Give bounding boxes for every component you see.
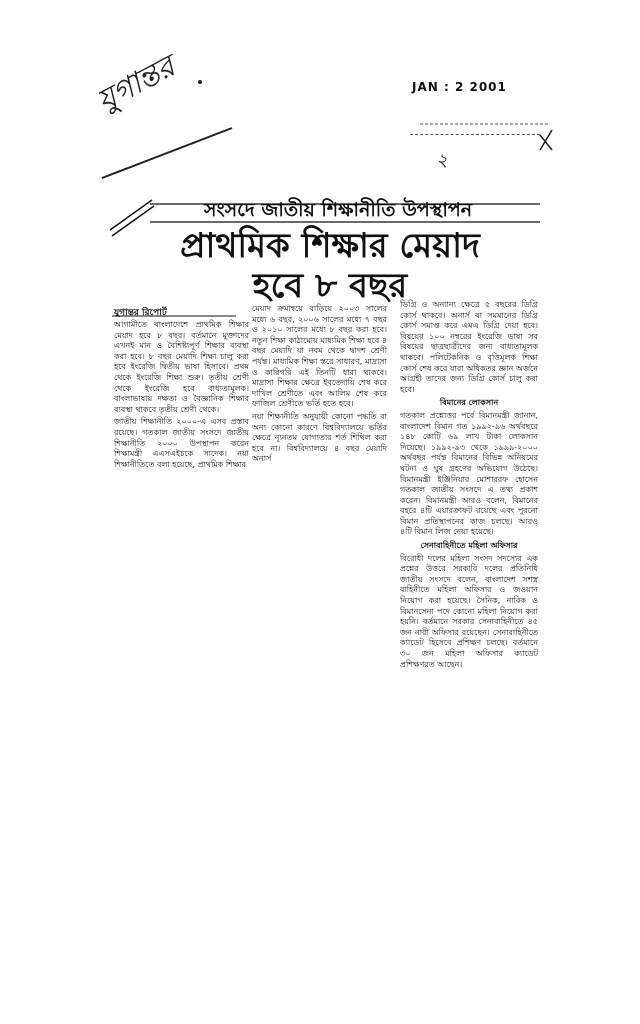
paragraph: মেয়াদ ক্রমান্বয়ে বাড়িয়ে ২০০৩ সালের মধ্যে ৬ বছর, ২০০৬ সালের মধ্যে ৭ বছর ও ২০১০ সালের মধ্যে ৮ বছর করা হবে। নতুন শিক্ষা কাঠামোয় মাধ্যমিক শিক্ষা হবে ৪ বছর মেয়াদি যা নবম থেকে দ্বাদশ শ্রেণী পর্যন্ত। মাধ্যমিক শিক্ষা স্তরে সাধারণ, মাদ্রাসা ও কারিগরি এই তিনটি ধারা থাকবে। মাদ্রাসা শিক্ষার ক্ষেত্রে ইবতেদায়ি শেষ করে দাখিল শ্রেণীতে এবং আলিম শেষ করে ফাজিল শ্রেণীতে ভর্তি হতে হবে। (252, 304, 387, 409)
byline: যুগান্তর রিপোর্ট (114, 308, 167, 318)
article-headline (120, 226, 540, 306)
paragraph: বিরোধী দলের মহিলা সংসদ সদস্যের এক প্রশ্নের উত্তরে সরকারি দলের প্রতিনিধি জাতীয় সংসদে বলেন, বাংলাদেশ সশস্ত্র বাহিনীতে মহিলা অফিসার ও জওয়ান নিয়োগ করা হয়েছে। সৈনিক, নাবিক ও বিমানসেনা পদে কোনো মহিলা নিয়োগ করা হয়নি। বর্তমানে সরকার সেনাবাহিনীতে ৪৫ জন নারী অফিসার রয়েছেন। সেনাবাহিনীতে ক্যাডেট হিসেবে প্রশিক্ষণ চলছে। বর্তমানে ৩০ জন মহিলা অফিসার ক্যাডেট প্রশিক্ষণরত আছেন। (400, 553, 538, 669)
paragraph: নয়া শিক্ষানীতি অনুযায়ী কোনো পদ্ধতি বা অন্য কোনো কারণে বিশ্ববিদ্যালয়ে ভর্তির ক্ষেত্রে ন্যূনতম যোগ্যতার শর্ত শিথিল করা হবে না। বিশ্ববিদ্যালয়ে ৪ বছর মেয়াদি অনার্স (252, 411, 387, 464)
paragraph: আগামীতে বাংলাদেশে প্রাথমিক শিক্ষার মেয়াদ হবে ৮ বছর। বর্তমানে মুক্তাদের এখনই মান ও বৈশিষ্ট্যপূর্ণ শিক্ষার ব্যবস্থা করা হবে। ৮ বছর মেয়াদি শিক্ষা চালু করা হবে ইংরেজি দ্বিতীয় ভাষা হিসাবে। প্রথম থেকে ইংরেজি শিক্ষা শুরু। তৃতীয় শ্রেণী থেকে ইংরেজি হবে বাধ্যতামূলক। বাংলাভাষায় দক্ষতা ও বৈজ্ঞানিক শিক্ষার ব্যবস্থা থাকবে তৃতীয় শ্রেণী থেকে। (114, 320, 249, 414)
subheading: সেনাবাহিনীতে মহিলা অফিসার (420, 541, 518, 551)
headline-line-1: প্রাথমিক শিক্ষার মেয়াদ (180, 226, 480, 266)
article-column-2 (252, 304, 387, 467)
handwritten-source-note: যুগান্তর (91, 49, 181, 120)
paragraph: গতকাল প্রশ্নোত্তর পর্বে বিমানমন্ত্রী জানান, বাংলাদেশ বিমান গত ১৯৯২-৯৬ অর্থবছরে ১৪৮ কোটি ৬৯ লাখ টাকা লোকসান দিয়েছে। ১৯৯২-৯৩ থেকে ১৯৯৯-২০০০ অর্থবছর পর্যন্ত বিমানের বিভিন্ন অনিয়মের ঘটনা ও ঘুষ গ্রহণের অভিযোগ উঠেছে। বিমানমন্ত্রী ইঞ্জিনিয়ার মোশাররফ হোসেন গতকাল জাতীয় সংসদে এ তথ্য প্রকাশ করেন। বিমানমন্ত্রী আরও বলেন, বিমানের বহরে ৪টি এয়ারক্রাফট রয়েছে এবং পুরনো বিমান প্রতিস্থাপনের কাজ চলছে। আরও ৪টি বিমান লিজ নেয়া হয়েছে। (400, 410, 538, 537)
date-stamp: JAN : 2 2001 (412, 80, 507, 94)
headline-line-2: হবে ৮ বছর (252, 266, 408, 306)
subheading: বিমানের লোকসান (439, 398, 499, 408)
article-kicker: সংসদে জাতীয় শিক্ষানীতি উপস্থাপন (203, 199, 473, 221)
article-column-1 (114, 320, 249, 472)
article-column-3 (400, 300, 538, 672)
paragraph: জাতীয় শিক্ষানীতি ২০০০-এ এসব প্রস্তাব রয়েছে। গতকাল জাতীয় সংসদে জাতীয় শিক্ষানীতি ২০০০ উপস্থাপন করেন শিক্ষামন্ত্রী এএসএইচকে সাদেক। নয়া শিক্ষানীতিতে বলা হয়েছে, প্রাথমিক শিক্ষার (114, 417, 249, 469)
handwritten-day: ২ (436, 150, 448, 171)
paragraph: ডিগ্রি ও অন্যান্য ক্ষেত্রে ৫ বছরের ডিগ্রি কোর্স থাকবে। অনার্স বা সমমানের ডিগ্রি কোর্স সমাপ্ত করে এমএ ডিগ্রি দেয়া হবে। বিষয়ের ১০০ নম্বরের ইংরেজি ভাষা সব বিষয়ের ছাত্রছাত্রীদের জন্য বাধ্যতামূলক থাকবে। পলিটেকনিক ও বৃত্তিমূলক শিক্ষা কোর্স শেষ করে যারা অধিকতর জ্ঞান অর্জনে আগ্রহী তাদের জন্য ডিগ্রি কোর্স চালু করা হবে। (400, 300, 538, 394)
